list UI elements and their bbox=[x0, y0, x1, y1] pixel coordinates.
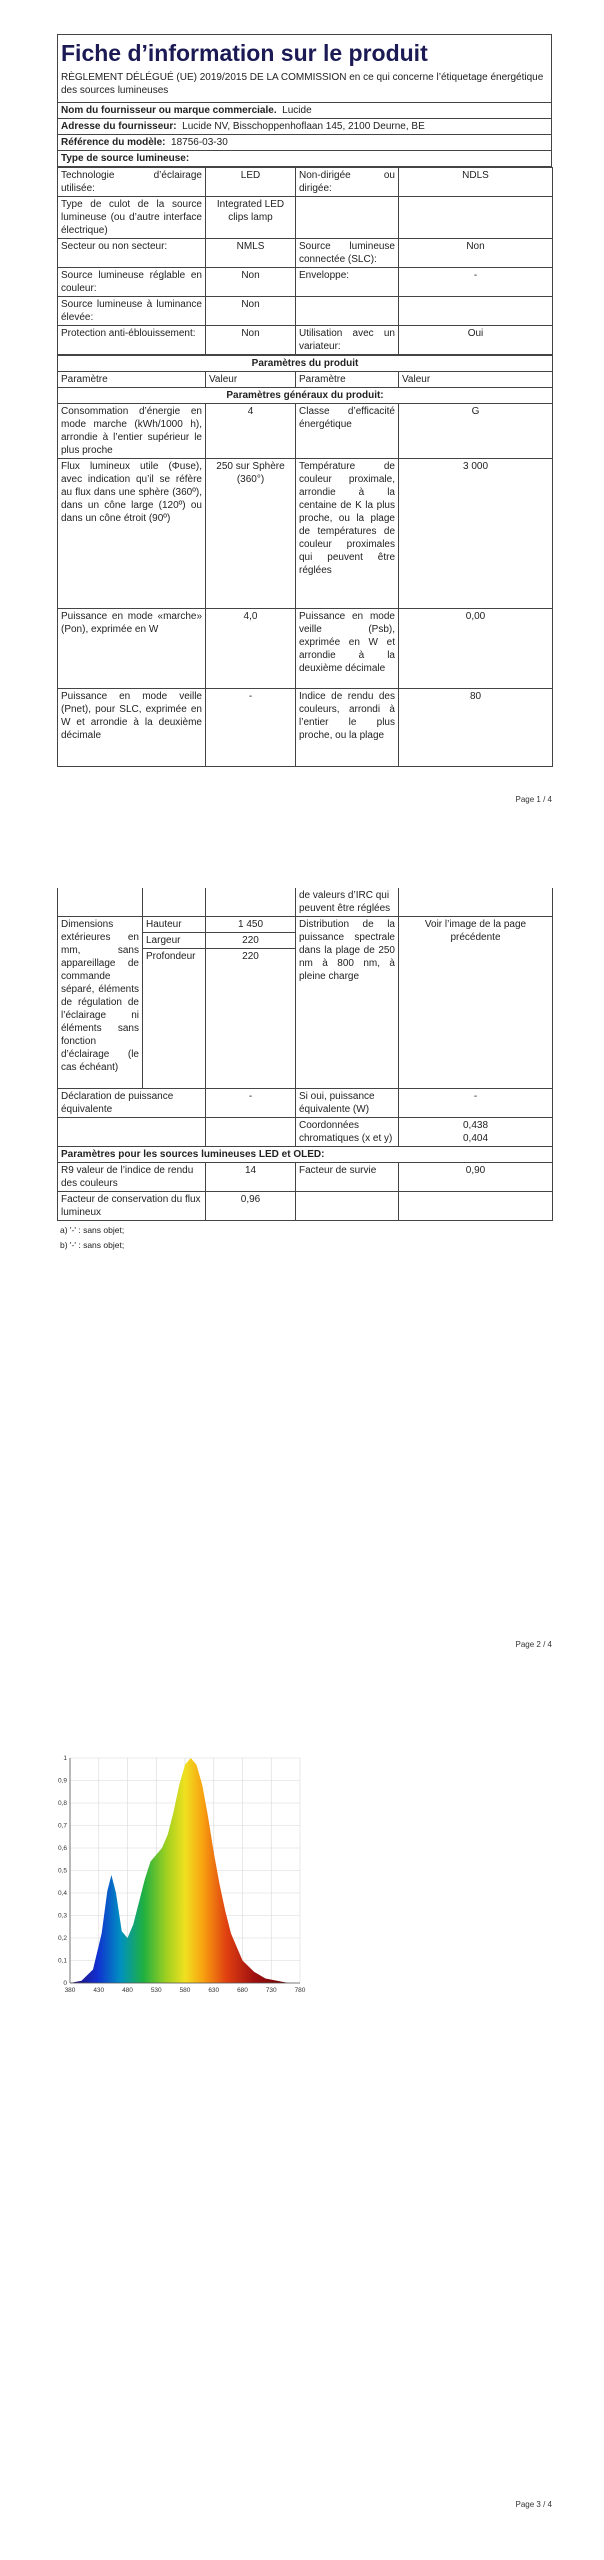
general-param-value: - bbox=[206, 688, 296, 766]
page-number-1: Page 1 / 4 bbox=[515, 795, 552, 804]
model-value: 18756-03-30 bbox=[171, 136, 228, 148]
decl-value: - bbox=[206, 1089, 296, 1118]
source-type-value: Oui bbox=[399, 325, 553, 354]
general-param-value: 250 sur Sphère (360°) bbox=[206, 458, 296, 608]
chroma-y: 0,404 bbox=[462, 1133, 489, 1144]
source-type-value bbox=[399, 196, 553, 238]
source-type-value: Non bbox=[206, 325, 296, 354]
r9-value: 14 bbox=[206, 1163, 296, 1192]
general-param-label: Puissance en mode «marche» (Pon), exprimée en W bbox=[58, 608, 206, 688]
height-label: Hauteur bbox=[143, 917, 206, 933]
source-type-label: Source lumineuse connectée (SLC): bbox=[296, 238, 399, 267]
general-param-value: 80 bbox=[399, 688, 553, 766]
page-2 bbox=[0, 880, 604, 1680]
flux-maint-label: Facteur de conservation du flux lumineux bbox=[58, 1192, 206, 1221]
x-tick-label: 480 bbox=[122, 1987, 133, 1994]
x-tick-label: 680 bbox=[237, 1987, 248, 1994]
general-param-row bbox=[58, 688, 553, 766]
col-value-2: Valeur bbox=[399, 371, 553, 387]
y-tick-label: 0,6 bbox=[57, 1845, 67, 1852]
x-tick-label: 780 bbox=[294, 1987, 306, 1994]
source-type-row bbox=[58, 238, 553, 267]
y-tick-label: 0,9 bbox=[57, 1777, 67, 1785]
spectrum-svg bbox=[50, 1750, 310, 2000]
col-param-2: Paramètre bbox=[296, 371, 399, 387]
source-type-label: Secteur ou non secteur: bbox=[58, 238, 206, 267]
x-tick-label: 530 bbox=[150, 1987, 162, 1994]
note-a: a) '-' : sans objet; bbox=[60, 1225, 125, 1235]
general-param-label: Puissance en mode veille (Psb), exprimée en W et arrondie à la deuxième décimale bbox=[296, 608, 399, 688]
page-number-3: Page 3 / 4 bbox=[515, 2500, 552, 2509]
source-type-value: - bbox=[399, 267, 553, 296]
document-title: Fiche d’information sur le produit bbox=[61, 40, 428, 66]
dimensions-label: Dimensions extérieures en mm, sans appareillage de commande séparé, éléments de régulation de l’éclairage ni éléments sans fonction d’éclairage (le cas échéant) bbox=[58, 917, 143, 1089]
source-type-value: NMLS bbox=[206, 238, 296, 267]
source-type-row bbox=[58, 325, 553, 354]
source-type-value: Non bbox=[206, 296, 296, 325]
general-param-value: 0,00 bbox=[399, 608, 553, 688]
general-param-row bbox=[58, 608, 553, 688]
chroma-label: Coordonnées chromatiques (x et y) bbox=[296, 1118, 399, 1147]
y-tick-label: 1 bbox=[63, 1755, 67, 1762]
source-type-label: Non-dirigée ou dirigée: bbox=[296, 167, 399, 196]
params-table bbox=[57, 355, 553, 767]
spectrum-chart bbox=[50, 1750, 310, 2005]
depth-value: 220 bbox=[206, 949, 296, 1089]
source-type-heading: Type de source lumineuse: bbox=[58, 150, 552, 166]
general-param-label: Puissance en mode veille (Pnet), pour SLC, exprimée en W et arrondie à la deuxième décimale bbox=[58, 688, 206, 766]
source-type-label bbox=[296, 196, 399, 238]
supplier-name-label: Nom du fournisseur ou marque commerciale. bbox=[61, 104, 277, 116]
equiv-label: Si oui, puissance équivalente (W) bbox=[296, 1089, 399, 1118]
general-param-value: 4 bbox=[206, 403, 296, 458]
y-tick-label: 0,2 bbox=[57, 1935, 67, 1942]
general-param-label: Classe d’efficacité énergétique bbox=[296, 403, 399, 458]
sheet-1 bbox=[57, 34, 552, 767]
source-type-label: Type de culot de la source lumineuse (ou d’autre interface électrique) bbox=[58, 196, 206, 238]
height-value: 1 450 bbox=[206, 917, 296, 933]
general-param-label: Température de couleur proximale, arrondie à la centaine de K la plus proche, ou la plage de températures de couleur proximales qui peuvent être réglées bbox=[296, 458, 399, 608]
source-type-row bbox=[58, 167, 553, 196]
regulation-text: RÈGLEMENT DÉLÉGUÉ (UE) 2019/2015 DE LA COMMISSION en ce qui concerne l’étiquetage énergétique des sources lumineuses bbox=[61, 71, 544, 97]
source-type-label: Source lumineuse à luminance élevée: bbox=[58, 296, 206, 325]
sheet-2 bbox=[57, 888, 552, 1251]
y-tick-label: 0,5 bbox=[57, 1867, 67, 1875]
general-param-label: Flux lumineux utile (Φuse), avec indication qu’il se réfère au flux dans une sphère (360º), dans un cône large (120º) ou dans un cône étroit (90º) bbox=[58, 458, 206, 608]
y-tick-label: 0,1 bbox=[57, 1957, 67, 1965]
source-type-label: Protection anti-éblouissement: bbox=[58, 325, 206, 354]
general-params-heading: Paramètres généraux du produit: bbox=[58, 387, 553, 403]
supplier-name-value: Lucide bbox=[282, 104, 312, 116]
flux-maint-value: 0,96 bbox=[206, 1192, 296, 1221]
source-type-table bbox=[57, 167, 553, 355]
source-type-value: Non bbox=[206, 267, 296, 296]
col-value-1: Valeur bbox=[206, 371, 296, 387]
y-tick-label: 0,8 bbox=[57, 1800, 67, 1807]
x-tick-label: 730 bbox=[265, 1987, 277, 1994]
led-heading: Paramètres pour les sources lumineuses LED et OLED: bbox=[58, 1147, 553, 1163]
empty-cell bbox=[399, 1192, 553, 1221]
y-tick-label: 0,7 bbox=[57, 1822, 67, 1830]
model-label: Référence du modèle: bbox=[61, 136, 166, 148]
source-type-value: Integrated LED clips lamp bbox=[206, 196, 296, 238]
x-tick-label: 430 bbox=[93, 1987, 105, 1994]
source-type-value: LED bbox=[206, 167, 296, 196]
width-value: 220 bbox=[206, 933, 296, 949]
params-heading: Paramètres du produit bbox=[58, 355, 553, 371]
general-param-row bbox=[58, 458, 553, 608]
header-table bbox=[57, 34, 552, 167]
x-tick-label: 380 bbox=[64, 1987, 76, 1994]
supplier-address-value: Lucide NV, Bisschoppenhoflaan 145, 2100 Deurne, BE bbox=[182, 120, 425, 132]
dimensions-table bbox=[57, 888, 553, 1221]
y-tick-label: 0,4 bbox=[57, 1890, 67, 1897]
general-param-label: Indice de rendu des couleurs, arrondi à l’entier le plus proche, ou la plage bbox=[296, 688, 399, 766]
x-tick-label: 630 bbox=[208, 1987, 220, 1994]
col-param-1: Paramètre bbox=[58, 371, 206, 387]
survival-value: 0,90 bbox=[399, 1163, 553, 1192]
decl-label: Déclaration de puissance équivalente bbox=[58, 1089, 206, 1118]
source-type-row bbox=[58, 296, 553, 325]
source-type-label: Source lumineuse réglable en couleur: bbox=[58, 267, 206, 296]
r9-label: R9 valeur de l’indice de rendu des couleurs bbox=[58, 1163, 206, 1192]
equiv-value: - bbox=[399, 1089, 553, 1118]
spd-label: Distribution de la puissance spectrale dans la plage de 250 nm à 800 nm, à pleine charge bbox=[296, 917, 399, 1089]
width-label: Largeur bbox=[143, 933, 206, 949]
source-type-value bbox=[399, 296, 553, 325]
page-number-2: Page 2 / 4 bbox=[515, 1640, 552, 1649]
general-param-value: 3 000 bbox=[399, 458, 553, 608]
y-tick-label: 0 bbox=[63, 1980, 67, 1987]
depth-label: Profondeur bbox=[143, 949, 206, 1089]
x-tick-label: 580 bbox=[179, 1987, 191, 1994]
chroma-x: 0,438 bbox=[462, 1120, 489, 1131]
general-param-label: Consommation d’énergie en mode marche (kWh/1000 h), arrondie à l’entier supérieur le plus proche bbox=[58, 403, 206, 458]
source-type-label: Enveloppe: bbox=[296, 267, 399, 296]
page-3 bbox=[0, 1740, 604, 2560]
source-type-label: Technologie d’éclairage utilisée: bbox=[58, 167, 206, 196]
general-param-value: 4,0 bbox=[206, 608, 296, 688]
source-type-label bbox=[296, 296, 399, 325]
source-type-row bbox=[58, 267, 553, 296]
source-type-value: Non bbox=[399, 238, 553, 267]
source-type-value: NDLS bbox=[399, 167, 553, 196]
source-type-label: Utilisation avec un variateur: bbox=[296, 325, 399, 354]
empty-cell bbox=[296, 1192, 399, 1221]
y-tick-label: 0,3 bbox=[57, 1912, 67, 1920]
source-type-row bbox=[58, 196, 553, 238]
page-1 bbox=[0, 0, 604, 820]
spd-value: Voir l’image de la page précédente bbox=[399, 917, 553, 1089]
cri-continued: de valeurs d’IRC qui peuvent être réglées bbox=[296, 888, 399, 917]
general-param-value: G bbox=[399, 403, 553, 458]
general-param-row bbox=[58, 403, 553, 458]
supplier-address-label: Adresse du fournisseur: bbox=[61, 120, 177, 132]
note-b: b) '-' : sans objet; bbox=[60, 1240, 125, 1251]
survival-label: Facteur de survie bbox=[296, 1163, 399, 1192]
